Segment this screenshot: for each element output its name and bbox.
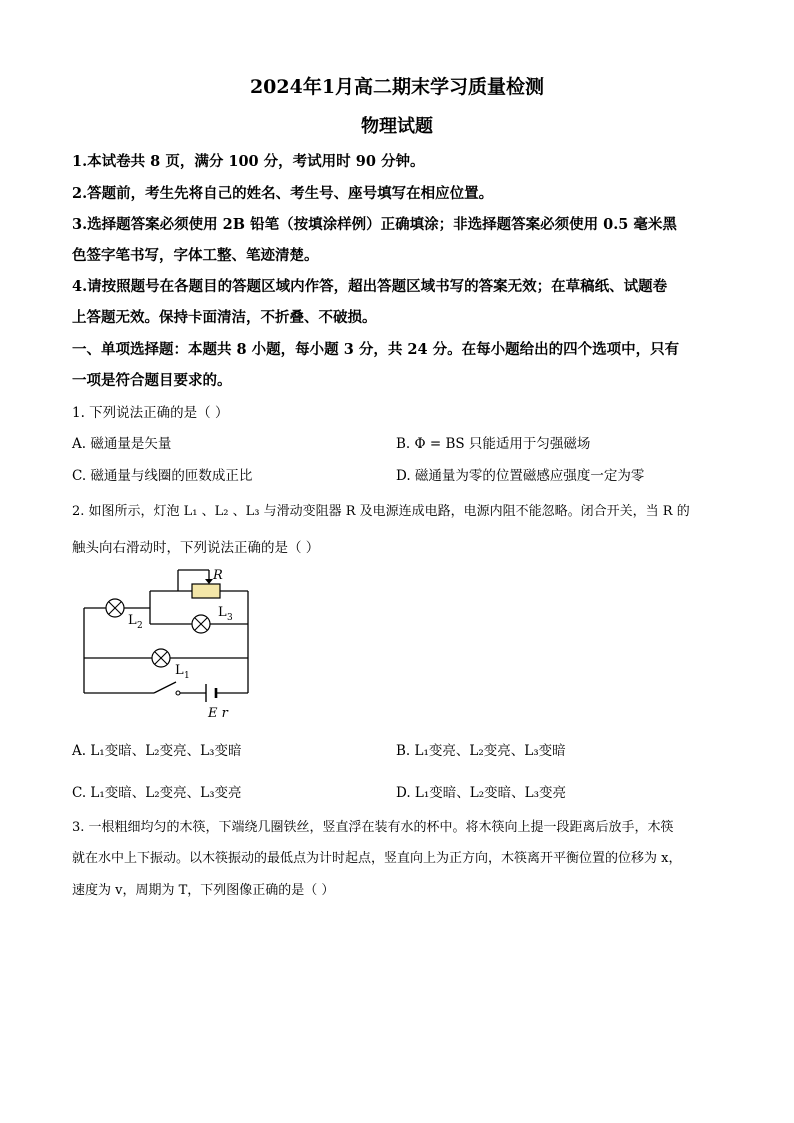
q3-line1: 3. 一根粗细均匀的木筷，下端绕几圈铁丝，竖直浮在装有水的杯中。将木筷向上提一段距离后放手，木筷 <box>72 820 674 835</box>
note-3-line2: 色签字笔书写，字体工整、笔迹清楚。 <box>72 247 319 264</box>
circuit-diagram <box>72 562 262 722</box>
q2-stem-line2: 触头向右滑动时，下列说法正确的是（ ） <box>72 540 320 556</box>
q2-option-b: B. L₁变亮、L₂变亮、L₃变暗 <box>396 743 566 759</box>
q2-option-d: D. L₁变暗、L₂变暗、L₃变亮 <box>396 785 567 801</box>
note-2: 2.答题前，考生先将自己的姓名、考生号、座号填写在相应位置。 <box>72 185 494 202</box>
exam-title: 2024年1月高二期末学习质量检测 <box>249 76 545 98</box>
q3-line3: 速度为 v，周期为 T，下列图像正确的是（ ） <box>72 883 335 898</box>
q1-option-c: C. 磁通量与线圈的匝数成正比 <box>72 468 253 484</box>
q3-line2: 就在水中上下振动。以木筷振动的最低点为计时起点，竖直向上为正方向，木筷离开平衡位置的位移为 x， <box>72 851 682 866</box>
q2-stem-line1: 2. 如图所示，灯泡 L₁ 、L₂ 、L₃ 与滑动变阻器 R 及电源连成电路，电源内阻不能忽略。闭合开关，当 R 的 <box>72 504 690 519</box>
note-1: 1.本试卷共 8 页，满分 100 分，考试用时 90 分钟。 <box>72 153 425 170</box>
label-l2: L <box>128 613 137 628</box>
q2-option-c: C. L₁变暗、L₂变亮、L₃变亮 <box>72 785 242 801</box>
label-r: R <box>213 568 223 583</box>
label-l1: L <box>175 663 184 678</box>
exam-subtitle: 物理试题 <box>361 116 433 137</box>
q1-stem: 1. 下列说法正确的是（ ） <box>72 405 229 421</box>
switch-icon <box>176 691 180 695</box>
section-heading-line1: 一、单项选择题：本题共 8 小题，每小题 3 分，共 24 分。在每小题给出的四个选项中，只有 <box>72 341 680 358</box>
section-heading-line2: 一项是符合题目要求的。 <box>72 372 232 389</box>
q1-option-d: D. 磁通量为零的位置磁感应强度一定为零 <box>396 468 645 484</box>
q2-option-a: A. L₁变暗、L₂变亮、L₃变暗 <box>72 743 242 759</box>
label-er: E r <box>208 706 228 721</box>
note-4-line1: 4.请按照题号在各题目的答题区域内作答，超出答题区域书写的答案无效；在草稿纸、试题卷 <box>72 278 668 295</box>
q1-option-a: A. 磁通量是矢量 <box>72 436 172 452</box>
label-l3-sub: 3 <box>227 613 233 623</box>
label-l1-sub: 1 <box>184 671 190 681</box>
q1-option-b: B. Φ = BS 只能适用于匀强磁场 <box>396 436 591 452</box>
note-4-line2: 上答题无效。保持卡面清洁，不折叠、不破损。 <box>72 309 377 326</box>
note-3-line1: 3.选择题答案必须使用 2B 铅笔（按填涂样例）正确填涂；非选择题答案必须使用 0.5 毫米黑 <box>72 216 677 233</box>
label-l3: L <box>218 605 227 620</box>
label-l2-sub: 2 <box>137 621 143 631</box>
